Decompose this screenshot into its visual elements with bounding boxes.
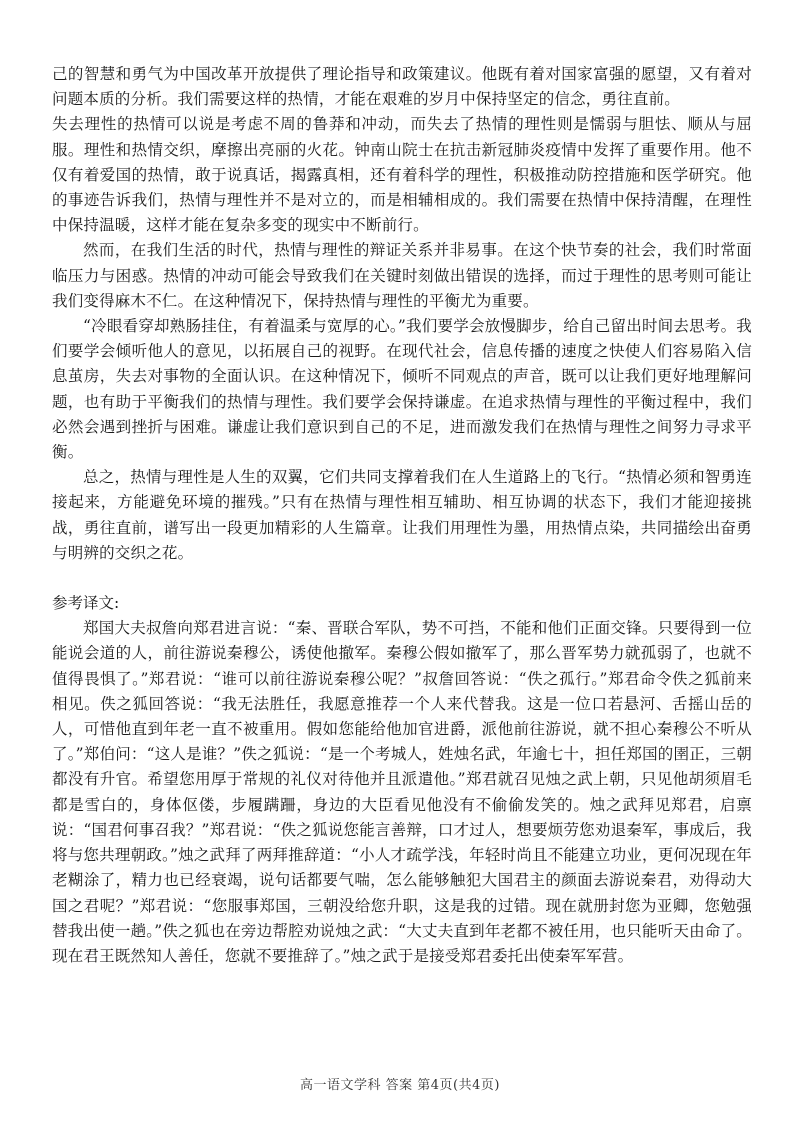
essay-paragraph-2: 失去理性的热情可以说是考虑不周的鲁莽和冲动，而失去了热情的理性则是懦弱与胆怯、顺从与屈服。理性和热情交织，摩擦出亮丽的火花。钟南山院士在抗击新冠肺炎疫情中发挥了重要作用。他不仅有着爱国的热情，敢于说真话，揭露真相，还有着科学的理性，积极推动防控措施和医学研究。他的事迹告诉我们，热情与理性并不是对立的，而是相辅相成的。我们需要在热情中保持清醒，在理性中保持温暖，这样才能在复杂多变的现实中不断前行。 bbox=[52, 115, 752, 235]
document-body bbox=[52, 62, 752, 969]
page-footer: 高一语文学科 答案 第4页(共4页) bbox=[300, 1078, 500, 1093]
essay-paragraph-4: “冷眼看穿却熟肠挂住，有着温柔与宽厚的心。”我们要学会放慢脚步，给自己留出时间去思考。我们要学会倾听他人的意见，以拓展自己的视野。在现代社会，信息传播的速度之快使人们容易陷入信息茧房，失去对事物的全面认识。在这种情况下，倾听不同观点的声音，既可以让我们更好地理解问题，也有助于平衡我们的热情与理性。我们要学会保持谦虚。在追求热情与理性的平衡过程中，我们必然会遇到挫折与困难。谦虚让我们意识到自己的不足，进而激发我们在热情与理性之间努力寻求平衡。 bbox=[52, 317, 752, 462]
essay-paragraph-1: 己的智慧和勇气为中国改革开放提供了理论指导和政策建议。他既有着对国家富强的愿望，又有着对问题本质的分析。我们需要这样的热情，才能在艰难的岁月中保持坚定的信念，勇往直前。 bbox=[52, 65, 752, 109]
translation-heading: 参考译文: bbox=[52, 594, 120, 613]
section-gap bbox=[52, 566, 752, 591]
essay-paragraph-3: 然而，在我们生活的时代，热情与理性的辩证关系并非易事。在这个快节奏的社会，我们时常面临压力与困惑。热情的冲动可能会导致我们在关键时刻做出错误的选择，而过于理性的思考则可能让我们变得麻木不仁。在这种情况下，保持热情与理性的平衡尤为重要。 bbox=[52, 241, 752, 310]
essay-paragraph-5: 总之，热情与理性是人生的双翼，它们共同支撑着我们在人生道路上的飞行。“热情必须和智勇连接起来，方能避免环境的摧残。”只有在热情与理性相互辅助、相互协调的状态下，我们才能迎接挑战，勇往直前，谱写出一段更加精彩的人生篇章。让我们用理性为墨，用热情点染，共同描绘出奋勇与明辨的交织之花。 bbox=[52, 468, 752, 562]
translation-text: 郑国大夫叔詹向郑君进言说：“秦、晋联合军队，势不可挡，不能和他们正面交锋。只要得到一位能说会道的人，前往游说秦穆公，诱使他撤军。秦穆公假如撤军了，那么晋军势力就孤弱了，也就不值得畏惧了。”郑君说：“谁可以前往游说秦穆公呢？”叔詹回答说：“佚之孤行。”郑君命令佚之狐前来相见。佚之狐回答说：“我无法胜任，我愿意推荐一个人来代替我。这是一位口若悬河、舌摇山岳的人，可惜他直到年老一直不被重用。假如您能给他加官进爵，派他前往游说，就不担心秦穆公不听从了。”郑伯问：“这人是谁？”佚之狐说：“是一个考城人，姓烛名武，年逾七十，担任郑国的圉正，三朝都没有升官。希望您用厚于常规的礼仪对待他并且派遣他。”郑君就召见烛之武上朝，只见他胡须眉毛都是雪白的，身体伛偻，步履蹒跚，身边的大臣看见他没有不偷偷发笑的。烛之武拜见郑君，启禀说：“国君何事召我？”郑君说：“佚之狐说您能言善辩，口才过人，想要烦劳您劝退秦军，事成后，我将与您共理朝政。”烛之武拜了两拜推辞道：“小人才疏学浅，年轻时尚且不能建立功业，更何况现在年老糊涂了，精力也已经衰竭，说句话都要气喘，怎么能够触犯大国君主的颜面去游说秦君，劝得动大国之君呢？”郑君说：“您服事郑国，三朝没给您升职，这是我的过错。现在就册封您为亚卿，您勉强替我出使一趟。”佚之狐也在旁边帮腔劝说烛之武：“大丈夫直到年老都不被任用，也只能听天由命了。现在君王既然知人善任，您就不要推辞了。”烛之武于是接受郑君委托出使秦军军营。 bbox=[52, 619, 752, 965]
